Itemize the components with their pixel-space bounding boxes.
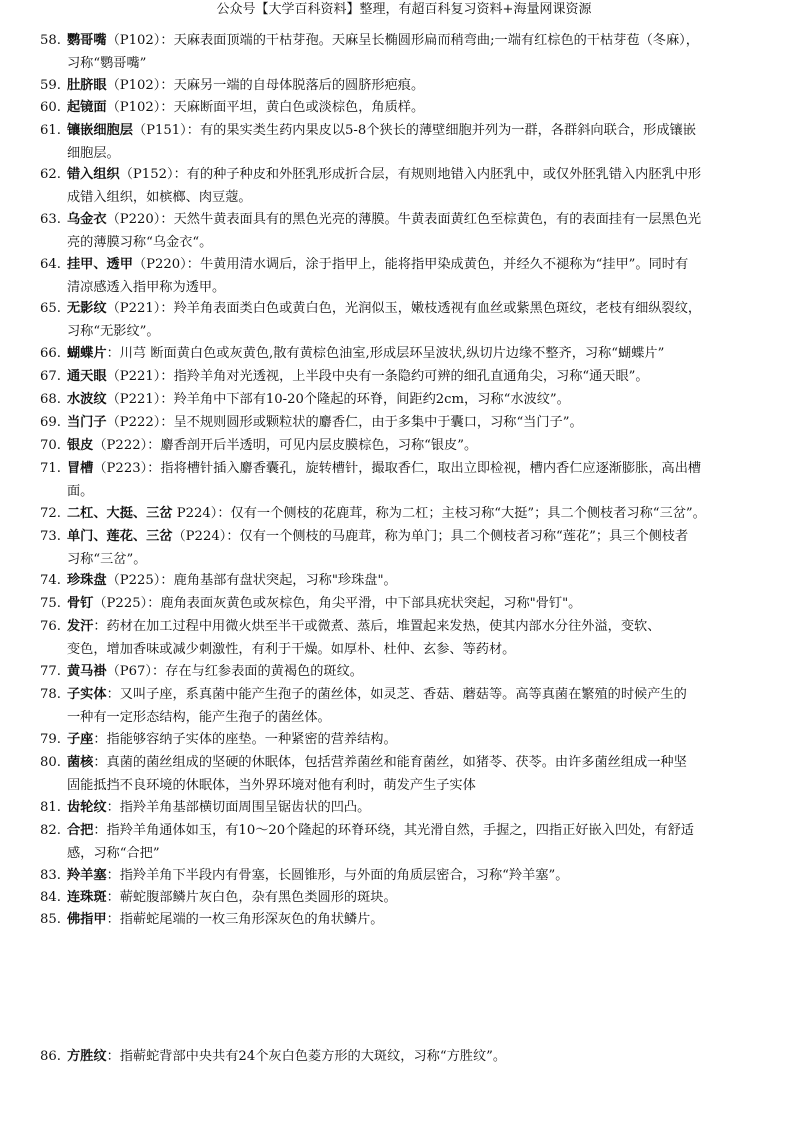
entry-number: 60. [40, 100, 61, 115]
entry-definition: （P221）：羚羊角中下部有10-20个隆起的环脊，间距约2cm，习称“水波纹”。 [106, 392, 570, 407]
entry-number: 68. [40, 392, 61, 407]
glossary-entry [40, 684, 792, 729]
entry-number: 75. [40, 596, 61, 611]
entry-term: 子座 [67, 732, 94, 747]
entry-term: 菌核 [67, 755, 94, 770]
entry-term: 当门子 [67, 415, 107, 430]
glossary-entry [40, 389, 792, 412]
glossary-entry [40, 752, 792, 797]
page-header: 公众号【大学百科资料】整理，有超百科复习资料+海量网课资源 [216, 2, 592, 17]
entry-definition: （P152）：有的种子种皮和外胚乳形成折合层，有规则地错入内胚乳中，或仅外胚乳错入内胚乳中形 [119, 167, 702, 182]
entry-definition: ：药材在加工过程中用微火烘至半干或微煮、蒸后，堆置起来发热，使其内部水分往外溢，变软、 [93, 619, 661, 634]
entry-term: 方胜纹 [67, 1049, 107, 1064]
glossary-entry [40, 1046, 792, 1069]
glossary-entry [40, 75, 792, 98]
glossary-entry [40, 97, 792, 120]
glossary-entry [40, 503, 792, 526]
entry-number: 77. [40, 664, 61, 679]
glossary-entry [40, 820, 792, 865]
entry-number: 61. [40, 123, 61, 138]
entry-definition-continuation: 亮的薄膜习称“乌金衣“。 [67, 234, 213, 250]
entry-definition-continuation: 一种有一定形态结构，能产生孢子的菌丝体。 [67, 709, 331, 725]
entry-definition: （P220）：天然牛黄表面具有的黑色光亮的薄膜。牛黄表面黄红色至棕黄色，有的表面挂有一层黑色光 [106, 212, 702, 227]
glossary-entry [40, 616, 792, 661]
entry-definition: （P102）：天麻另一端的自母体脱落后的圆脐形疤痕。 [106, 78, 425, 93]
entry-definition: （P223）：指将槽针插入麝香囊孔，旋转槽针，撮取香仁，取出立即检视，槽内香仁应逐渐膨胀，高出槽 [93, 461, 702, 476]
glossary-entry [40, 164, 792, 209]
entry-term: 银皮 [67, 438, 94, 453]
entry-number: 86. [40, 1049, 61, 1064]
entry-definition: ：指羚羊角下半段内有骨塞，长圆锥形，与外面的角质层密合，习称“羚羊塞”。 [106, 868, 569, 883]
entry-term: 通天眼 [67, 369, 107, 384]
entry-number: 66. [40, 346, 61, 361]
entry-definition: ：指羚羊角通体如玉，有10～20个隆起的环脊环绕，其光滑自然，手握之，四指正好嵌入凹处，有舒适 [93, 823, 694, 838]
entry-definition: ：真菌的菌丝组成的坚硬的休眠体，包括营养菌丝和能育菌丝，如猪苓、茯苓。由许多菌丝组成一种坚 [93, 755, 687, 770]
glossary-entry [40, 254, 792, 299]
glossary-entry [40, 729, 792, 752]
glossary-entry [40, 30, 792, 75]
entry-definition: ：指蕲蛇尾端的一枚三角形深灰色的角状鳞片。 [106, 912, 384, 927]
glossary-entry [40, 661, 792, 684]
entry-term: 珍珠盘 [67, 573, 107, 588]
entry-definition-continuation: 细胞层。 [67, 145, 120, 161]
entry-number: 79. [40, 732, 61, 747]
glossary-entry [40, 209, 792, 254]
entry-definition: （P221）：指羚羊角对光透视，上半段中央有一条隐约可辨的细孔直通角尖，习称“通天眼”。 [106, 369, 649, 384]
entry-number: 62. [40, 167, 61, 182]
entry-definition: P224）：仅有一个侧枝的花鹿茸，称为二杠；主枝习称“大挺”；具二个侧枝者习称“三岔”。 [172, 506, 706, 521]
entry-term: 合把 [67, 823, 94, 838]
entry-definition: （P67）：存在与红参表面的黄褐色的斑纹。 [106, 664, 363, 679]
entry-definition: （P220）：牛黄用清水调后，涂于指甲上，能将指甲染成黄色，并经久不褪称为“挂甲”。同时有 [132, 257, 689, 272]
entry-number: 76. [40, 619, 61, 634]
entry-number: 78. [40, 687, 61, 702]
entry-definition: ：指蕲蛇背部中央共有24个灰白色菱方形的大斑纹，习称“方胜纹”。 [106, 1049, 507, 1064]
glossary-entry [40, 435, 792, 458]
glossary-entry [40, 909, 792, 932]
entry-definition-continuation: 感，习称“合把” [67, 845, 160, 861]
glossary-entry [40, 458, 792, 503]
entry-number: 84. [40, 890, 61, 905]
entry-definition-continuation: 习称“无影纹”。 [67, 323, 160, 339]
entry-term: 齿轮纹 [67, 800, 107, 815]
entry-definition-continuation: 变色，增加香味或减少刺激性，有利于干燥。如厚朴、杜仲、玄参、等药材。 [67, 641, 516, 657]
entry-term: 子实体 [67, 687, 107, 702]
entry-term: 二杠、大挺、三岔 [67, 506, 173, 521]
entry-term: 乌金衣 [67, 212, 107, 227]
entry-definition: ：又叫子座，系真菌中能产生孢子的菌丝体，如灵芝、香菇、蘑菇等。高等真菌在繁殖的时候产生的 [106, 687, 687, 702]
entry-term: 单门、莲花、三岔 [67, 529, 173, 544]
entry-term: 佛指甲 [67, 912, 107, 927]
entry-number: 70. [40, 438, 61, 453]
glossary-entry [40, 366, 792, 389]
entry-definition-continuation: 清凉感透入指甲称为透甲。 [67, 279, 226, 295]
entry-number: 82. [40, 823, 61, 838]
entry-number: 58. [40, 33, 61, 48]
entry-term: 骨钉 [67, 596, 94, 611]
entry-number: 74. [40, 573, 61, 588]
entry-term: 起镜面 [67, 100, 107, 115]
entry-term: 鹦哥嘴 [67, 33, 107, 48]
entry-definition: （P151）：有的果实类生药内果皮以5-8个狭长的薄壁细胞并列为一群，各群斜向联合，形成镶嵌 [132, 123, 696, 138]
entry-number: 65. [40, 301, 61, 316]
entry-definition-continuation: 固能抵挡不良环境的休眠体，当外界环境对他有利时，萌发产生子实体 [67, 777, 476, 793]
entry-number: 64. [40, 257, 61, 272]
entry-number: 63. [40, 212, 61, 227]
glossary-entry [40, 343, 792, 366]
glossary-entry [40, 526, 792, 571]
entry-term: 错入组织 [67, 167, 120, 182]
entry-number: 59. [40, 78, 61, 93]
entry-term: 连珠斑 [67, 890, 107, 905]
entry-number: 73. [40, 529, 61, 544]
entry-term: 黄马褂 [67, 664, 107, 679]
entry-number: 85. [40, 912, 61, 927]
entry-definition: （P225）：鹿角基部有盘状突起，习称"珍珠盘"。 [106, 573, 397, 588]
entry-definition: （P225）：鹿角表面灰黄色或灰棕色，角尖平滑，中下部具疣状突起，习称"骨钉"。 [93, 596, 582, 611]
glossary-entry [40, 797, 792, 820]
entry-term: 羚羊塞 [67, 868, 107, 883]
entry-number: 83. [40, 868, 61, 883]
entry-term: 挂甲、透甲 [67, 257, 133, 272]
entry-definition: （P102）：天麻表面顶端的干枯芽孢。天麻呈长椭圆形扁而稍弯曲;一端有红棕色的干枯芽苞（冬麻）， [106, 33, 699, 48]
entry-number: 80. [40, 755, 61, 770]
entry-definition-continuation: 面。 [67, 483, 94, 499]
glossary-entry [40, 298, 792, 343]
glossary-entry [40, 887, 792, 910]
entry-term: 发汗 [67, 619, 94, 634]
entry-definition: （P224）：仅有一个侧枝的马鹿茸，称为单门；具二个侧枝者习称“莲花”；具三个侧枝者 [172, 529, 689, 544]
entry-term: 肚脐眼 [67, 78, 107, 93]
entry-definition: （P222）：麝香剖开后半透明，可见内层皮膜棕色，习称“银皮”。 [93, 438, 478, 453]
glossary-entry [40, 412, 792, 435]
entry-number: 69. [40, 415, 61, 430]
entry-definition-continuation: 习称“鹦哥嘴” [67, 55, 147, 71]
entry-definition: ：川芎 断面黄白色或灰黄色,散有黄棕色油室,形成层环呈波状,纵切片边缘不整齐，习称“蝴蝶片” [106, 346, 665, 361]
entry-number: 72. [40, 506, 61, 521]
entry-number: 81. [40, 800, 61, 815]
entry-term: 水波纹 [67, 392, 107, 407]
entry-number: 67. [40, 369, 61, 384]
entry-term: 镶嵌细胞层 [67, 123, 133, 138]
glossary-entry [40, 865, 792, 888]
entry-definition-continuation: 习称“三岔”。 [67, 551, 147, 567]
entry-number: 71. [40, 461, 61, 476]
entry-definition-continuation: 成错入组织，如槟榔、肉豆蔻。 [67, 189, 252, 205]
entry-definition: ：指能够容纳子实体的座垫。一种紧密的营养结构。 [93, 732, 397, 747]
entry-definition: ：蕲蛇腹部鳞片灰白色，杂有黑色类圆形的斑块。 [106, 890, 397, 905]
glossary-entry [40, 570, 792, 593]
entry-definition: （P102）：天麻断面平坦，黄白色或淡棕色，角质样。 [106, 100, 425, 115]
glossary-entry [40, 120, 792, 165]
entry-definition: ：指羚羊角基部横切面周围呈锯齿状的凹凸。 [106, 800, 371, 815]
entry-definition: （P221）：羚羊角表面类白色或黄白色，光润似玉，嫩枝透视有血丝或紫黑色斑纹，老枝有细纵裂纹， [106, 301, 702, 316]
entry-term: 冒槽 [67, 461, 94, 476]
glossary-entry [40, 593, 792, 616]
entry-term: 无影纹 [67, 301, 107, 316]
entry-definition: （P222）：呈不规则圆形或颗粒状的麝香仁，由于多集中于囊口，习称“当门子”。 [106, 415, 583, 430]
entry-term: 蝴蝶片 [67, 346, 107, 361]
